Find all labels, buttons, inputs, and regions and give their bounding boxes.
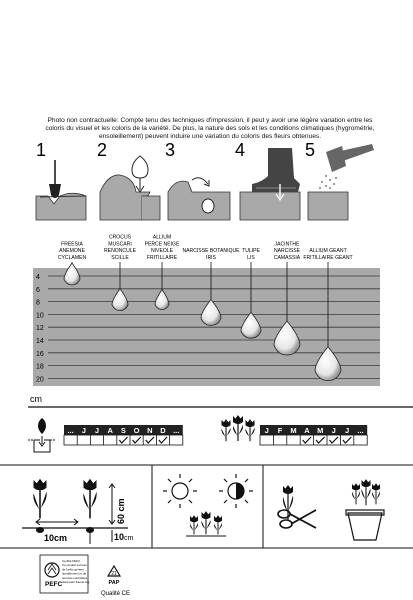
bulb-variety-label: IRIS <box>206 255 216 261</box>
bulb-variety-label: LIS <box>247 255 255 261</box>
bulb-variety-label: ALLIUM GEANT <box>309 248 347 255</box>
depth-tick-label: 6 <box>36 286 40 294</box>
bulb-variety-label: SCILLE <box>111 255 129 261</box>
calendar-month-label: A <box>107 425 113 435</box>
tulip-icon <box>214 515 222 534</box>
calendar-month-label: J <box>81 425 86 435</box>
depth-tick-label: 14 <box>36 338 44 345</box>
step-number-2: 2 <box>97 140 108 160</box>
fill-arrow-icon <box>192 178 208 184</box>
pap-label: PAP <box>108 580 120 586</box>
disclaimer-text: Photo non contractuelle: Compte tenu des techniques d'impression, il peut y avoir une légère variation entre les coloris du visuel et les coloris de la variété. De plus, la nature des sols et les conditions climatiques (hygrométrie, ensoleillement) peuvent induire une variation du coloris des fleurs obtenues. <box>45 117 375 140</box>
bulb-variety-label: NARCISSE BOTANIQUE <box>182 248 240 255</box>
depth-tick-label: 12 <box>36 325 44 333</box>
calendar-header <box>260 425 367 435</box>
calendar-month-label: A <box>304 425 310 435</box>
spacing-panel <box>22 479 134 544</box>
depth-tick-label: 18 <box>36 363 44 371</box>
quality-label: Qualité CE <box>101 591 131 597</box>
bulb-in-hole-icon <box>202 199 214 213</box>
pefc-fine-print: sources contrôlées <box>62 575 88 580</box>
bulb-variety-label: ALLIUM <box>152 234 172 241</box>
step-number-1: 1 <box>36 140 47 160</box>
calendar-month-label: J <box>331 425 336 435</box>
bulb-variety-label: RENONCULE <box>104 248 136 255</box>
depth-tick-label: 8 <box>36 299 40 307</box>
bulb-variety-label: MUSCARI <box>108 241 132 248</box>
calendar-month-label: ... <box>357 425 364 435</box>
tulip-icon <box>201 511 210 534</box>
calendar-month-label: N <box>147 425 153 435</box>
pefc-fine-print: www.pefc-france.org <box>62 580 90 584</box>
bulb-icon <box>38 418 46 434</box>
depth-spacing-label: 10cm <box>114 532 134 542</box>
calendar-month-label: J <box>345 425 350 435</box>
pefc-label: PEFC <box>45 581 63 588</box>
pefc-logo <box>40 555 90 593</box>
calendar-month-label: M <box>290 425 297 435</box>
flower-pot-icon <box>346 510 384 540</box>
planting-steps <box>36 140 374 220</box>
calendar-month-label: O <box>133 425 140 435</box>
boot-icon <box>252 148 300 192</box>
bulb-variety-label: ANEMONE <box>59 248 85 255</box>
trowel-icon <box>49 160 61 198</box>
bulb-variety-label: FREESIA <box>61 241 83 248</box>
bulb-variety-label: TULIPE <box>242 248 260 255</box>
step-number-4: 4 <box>235 140 246 160</box>
bulb-variety-label: CROCUS <box>108 234 132 241</box>
flowering-calendar-icon <box>221 415 254 441</box>
bulb-variety-label: PERCE NEIGE <box>144 241 180 248</box>
bulb-icon <box>64 263 80 285</box>
tulip-icon <box>33 479 46 519</box>
bulb-variety-label: CYCLAMEN <box>57 255 87 261</box>
watering-can-icon <box>319 144 374 189</box>
soil-hole-icon <box>168 181 230 220</box>
tulip-icon <box>233 415 243 441</box>
bulb-variety-label: NARCISSE <box>273 248 301 255</box>
pefc-fine-print: Certifié PEFC <box>62 559 81 563</box>
pefc-fine-print: durablement et de <box>62 571 87 576</box>
height-label: 60 cm <box>116 498 126 524</box>
recycling-logo <box>108 566 120 586</box>
depth-tick-label: 10 <box>36 312 44 320</box>
tulip-icon <box>361 479 370 505</box>
calendar-month-label: ... <box>173 425 180 435</box>
flowering-calendar <box>260 425 367 445</box>
soil-icon <box>308 192 348 220</box>
scissors-icon <box>278 510 316 528</box>
planting-calendar <box>64 425 183 445</box>
bulb-variety-label: FRITILLAIRE <box>146 255 178 261</box>
tulip-icon <box>83 479 96 519</box>
calendar-month-label: F <box>277 425 283 435</box>
exposure-panel <box>163 474 253 536</box>
depth-tick-label: 20 <box>36 376 44 384</box>
depth-tick-label: 4 <box>36 274 40 281</box>
pefc-fine-print: de forêts gérées <box>62 567 84 572</box>
calendar-month-label: M <box>317 425 324 435</box>
calendar-month-label: S <box>120 425 126 435</box>
tulip-icon <box>221 419 230 441</box>
depth-unit-label: cm <box>30 394 42 404</box>
planting-calendar-icon <box>28 418 56 452</box>
bulb-variety-label: CAMASSIA <box>273 255 301 261</box>
calendar-month-label: ... <box>67 425 74 435</box>
tulip-icon <box>245 419 254 441</box>
soil-icon <box>240 192 300 220</box>
recycle-number: 21 <box>111 571 117 577</box>
bulb-variety-label: FRITILLAIRE GEANT <box>303 255 353 261</box>
bulb-variety-label: JACINTHE <box>274 241 300 248</box>
tulip-icon <box>352 483 360 504</box>
cut-flower-panel <box>278 479 384 540</box>
tulip-icon <box>190 515 198 534</box>
calendar-month-label: J <box>264 425 269 435</box>
depth-chart <box>33 235 380 386</box>
bulb-variety-label: NIVEOLE <box>150 248 174 255</box>
row-spacing-label: 10cm <box>44 533 68 543</box>
calendar-month-label: D <box>160 425 166 435</box>
tulip-icon <box>372 483 380 504</box>
step-number-3: 3 <box>165 140 176 160</box>
full-sun-icon <box>163 474 197 508</box>
depth-tick-label: 16 <box>36 350 44 358</box>
calendar-month-label: J <box>94 425 100 435</box>
step-number-5: 5 <box>305 140 316 160</box>
bulb-depth-mark <box>64 262 80 285</box>
pefc-fine-print: Ce produit est issu <box>62 563 87 568</box>
partial-shade-icon <box>219 474 253 508</box>
